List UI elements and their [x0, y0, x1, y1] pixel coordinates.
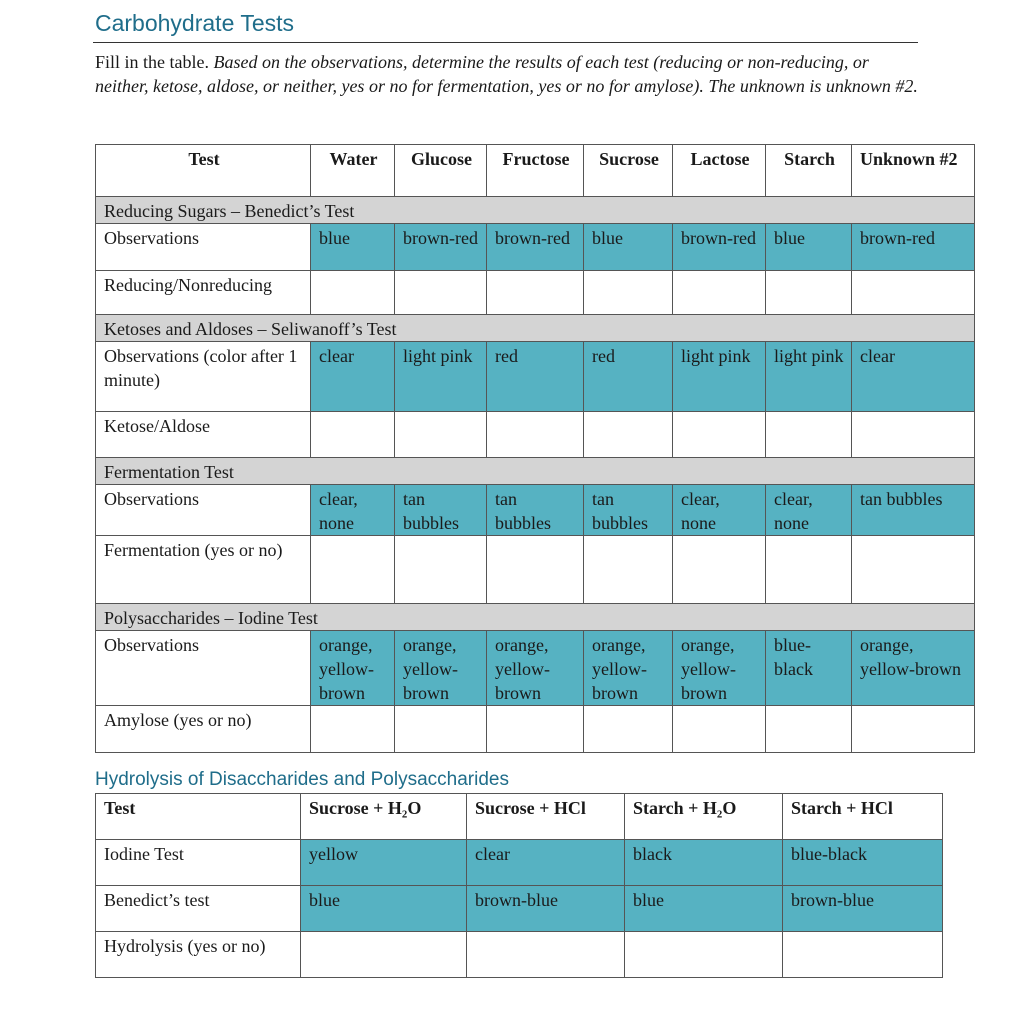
result-input-cell[interactable]: [311, 412, 395, 458]
hyd-header-sucrose-h2o: Sucrose + H₂O: [301, 794, 467, 840]
result-label: Amylose (yes or no): [96, 706, 311, 753]
header-row: [96, 145, 975, 197]
result-input-cell[interactable]: [584, 536, 673, 604]
hydrolysis-title: Hydrolysis of Disaccharides and Polysaccharides: [95, 769, 509, 790]
col-header-water: Water: [311, 145, 395, 197]
result-input-cell[interactable]: [311, 536, 395, 604]
section-title: Fermentation Test: [96, 458, 975, 485]
result-input-cell[interactable]: [852, 706, 975, 753]
hydrolysis-row: [96, 932, 943, 978]
observation-cell: tan bubbles: [487, 485, 584, 536]
result-row: [96, 706, 975, 753]
result-input-cell[interactable]: [395, 706, 487, 753]
hydrolysis-observation-cell: brown-blue: [783, 886, 943, 932]
hydrolysis-row-label: Benedict’s test: [96, 886, 301, 932]
result-input-cell[interactable]: [487, 271, 584, 315]
result-input-cell[interactable]: [395, 412, 487, 458]
observation-label: Observations: [96, 631, 311, 706]
result-input-cell[interactable]: [487, 536, 584, 604]
observation-cell: tan bubbles: [852, 485, 975, 536]
hydrolysis-input-cell[interactable]: [467, 932, 625, 978]
observation-cell: blue: [766, 224, 852, 271]
observation-cell: clear, none: [311, 485, 395, 536]
section-title-row: [96, 458, 975, 485]
section-title: Reducing Sugars – Benedict’s Test: [96, 197, 975, 224]
result-row: [96, 536, 975, 604]
observation-cell: blue: [584, 224, 673, 271]
hydrolysis-table: [95, 793, 943, 978]
hydrolysis-input-cell[interactable]: [625, 932, 783, 978]
result-input-cell[interactable]: [766, 706, 852, 753]
hydrolysis-row: [96, 840, 943, 886]
observation-cell: red: [584, 342, 673, 412]
observation-cell: orange, yellow-brown: [852, 631, 975, 706]
col-header-starch: Starch: [766, 145, 852, 197]
result-input-cell[interactable]: [673, 536, 766, 604]
result-input-cell[interactable]: [852, 412, 975, 458]
result-input-cell[interactable]: [766, 536, 852, 604]
col-header-glucose: Glucose: [395, 145, 487, 197]
observation-label: Observations: [96, 224, 311, 271]
observation-cell: orange, yellow-brown: [487, 631, 584, 706]
section-title: Ketoses and Aldoses – Seliwanoff’s Test: [96, 315, 975, 342]
result-input-cell[interactable]: [395, 536, 487, 604]
hydrolysis-row-label: Hydrolysis (yes or no): [96, 932, 301, 978]
hydrolysis-observation-cell: blue: [625, 886, 783, 932]
hydrolysis-observation-cell: clear: [467, 840, 625, 886]
result-label: Reducing/Nonreducing: [96, 271, 311, 315]
hydrolysis-observation-cell: brown-blue: [467, 886, 625, 932]
hydrolysis-observation-cell: blue: [301, 886, 467, 932]
result-input-cell[interactable]: [584, 706, 673, 753]
observation-cell: light pink: [766, 342, 852, 412]
observation-cell: red: [487, 342, 584, 412]
result-input-cell[interactable]: [311, 271, 395, 315]
hyd-header-sucrose-hcl: Sucrose + HCl: [467, 794, 625, 840]
section-title: Polysaccharides – Iodine Test: [96, 604, 975, 631]
section-title-row: [96, 197, 975, 224]
title-divider: [93, 42, 918, 43]
hydrolysis-row-label: Iodine Test: [96, 840, 301, 886]
observation-cell: blue-black: [766, 631, 852, 706]
observation-cell: orange, yellow-brown: [673, 631, 766, 706]
result-input-cell[interactable]: [673, 412, 766, 458]
observation-cell: tan bubbles: [395, 485, 487, 536]
observation-cell: orange, yellow-brown: [311, 631, 395, 706]
hyd-header-starch-hcl: Starch + HCl: [783, 794, 943, 840]
intro-lead: Fill in the table.: [95, 52, 209, 72]
observation-row: [96, 224, 975, 271]
hyd-header-starch-h2o: Starch + H₂O: [625, 794, 783, 840]
observation-label: Observations: [96, 485, 311, 536]
result-input-cell[interactable]: [673, 706, 766, 753]
col-header-unknown: Unknown #2: [852, 145, 975, 197]
observation-cell: brown-red: [673, 224, 766, 271]
col-header-sucrose: Sucrose: [584, 145, 673, 197]
observation-row: [96, 631, 975, 706]
hydrolysis-input-cell[interactable]: [301, 932, 467, 978]
col-header-test: Test: [96, 145, 311, 197]
hydrolysis-observation-cell: blue-black: [783, 840, 943, 886]
result-row: [96, 412, 975, 458]
hydrolysis-header-row: [96, 794, 943, 840]
observation-row: [96, 485, 975, 536]
hyd-header-test: Test: [96, 794, 301, 840]
col-header-fructose: Fructose: [487, 145, 584, 197]
hydrolysis-row: [96, 886, 943, 932]
result-input-cell[interactable]: [487, 706, 584, 753]
intro-instructions: Based on the observations, determine the results of each test (reducing or non-reducing, or neither, ketose, aldose, or neither, yes or no for fermentation, yes or no for amylose). The unknown is unknown #2.: [95, 52, 918, 96]
intro-paragraph: [95, 50, 925, 98]
carbohydrate-tests-table: [95, 144, 975, 753]
result-input-cell[interactable]: [487, 412, 584, 458]
observation-cell: clear: [852, 342, 975, 412]
observation-row: [96, 342, 975, 412]
observation-cell: light pink: [395, 342, 487, 412]
result-label: Fermentation (yes or no): [96, 536, 311, 604]
observation-cell: blue: [311, 224, 395, 271]
observation-cell: light pink: [673, 342, 766, 412]
result-input-cell[interactable]: [584, 271, 673, 315]
result-input-cell[interactable]: [311, 706, 395, 753]
observation-cell: clear: [311, 342, 395, 412]
result-input-cell[interactable]: [852, 271, 975, 315]
hydrolysis-observation-cell: yellow: [301, 840, 467, 886]
observation-cell: brown-red: [852, 224, 975, 271]
result-input-cell[interactable]: [673, 271, 766, 315]
result-input-cell[interactable]: [395, 271, 487, 315]
observation-cell: orange, yellow-brown: [395, 631, 487, 706]
result-row: [96, 271, 975, 315]
observation-cell: orange, yellow-brown: [584, 631, 673, 706]
hydrolysis-input-cell[interactable]: [783, 932, 943, 978]
observation-cell: clear, none: [766, 485, 852, 536]
result-input-cell[interactable]: [766, 271, 852, 315]
observation-cell: brown-red: [395, 224, 487, 271]
result-input-cell[interactable]: [766, 412, 852, 458]
col-header-lactose: Lactose: [673, 145, 766, 197]
result-input-cell[interactable]: [852, 536, 975, 604]
result-input-cell[interactable]: [584, 412, 673, 458]
observation-cell: brown-red: [487, 224, 584, 271]
result-label: Ketose/Aldose: [96, 412, 311, 458]
page-title: Carbohydrate Tests: [95, 10, 295, 36]
section-title-row: [96, 315, 975, 342]
observation-cell: tan bubbles: [584, 485, 673, 536]
hydrolysis-observation-cell: black: [625, 840, 783, 886]
observation-cell: clear, none: [673, 485, 766, 536]
section-title-row: [96, 604, 975, 631]
observation-label: Observations (color after 1 minute): [96, 342, 311, 412]
